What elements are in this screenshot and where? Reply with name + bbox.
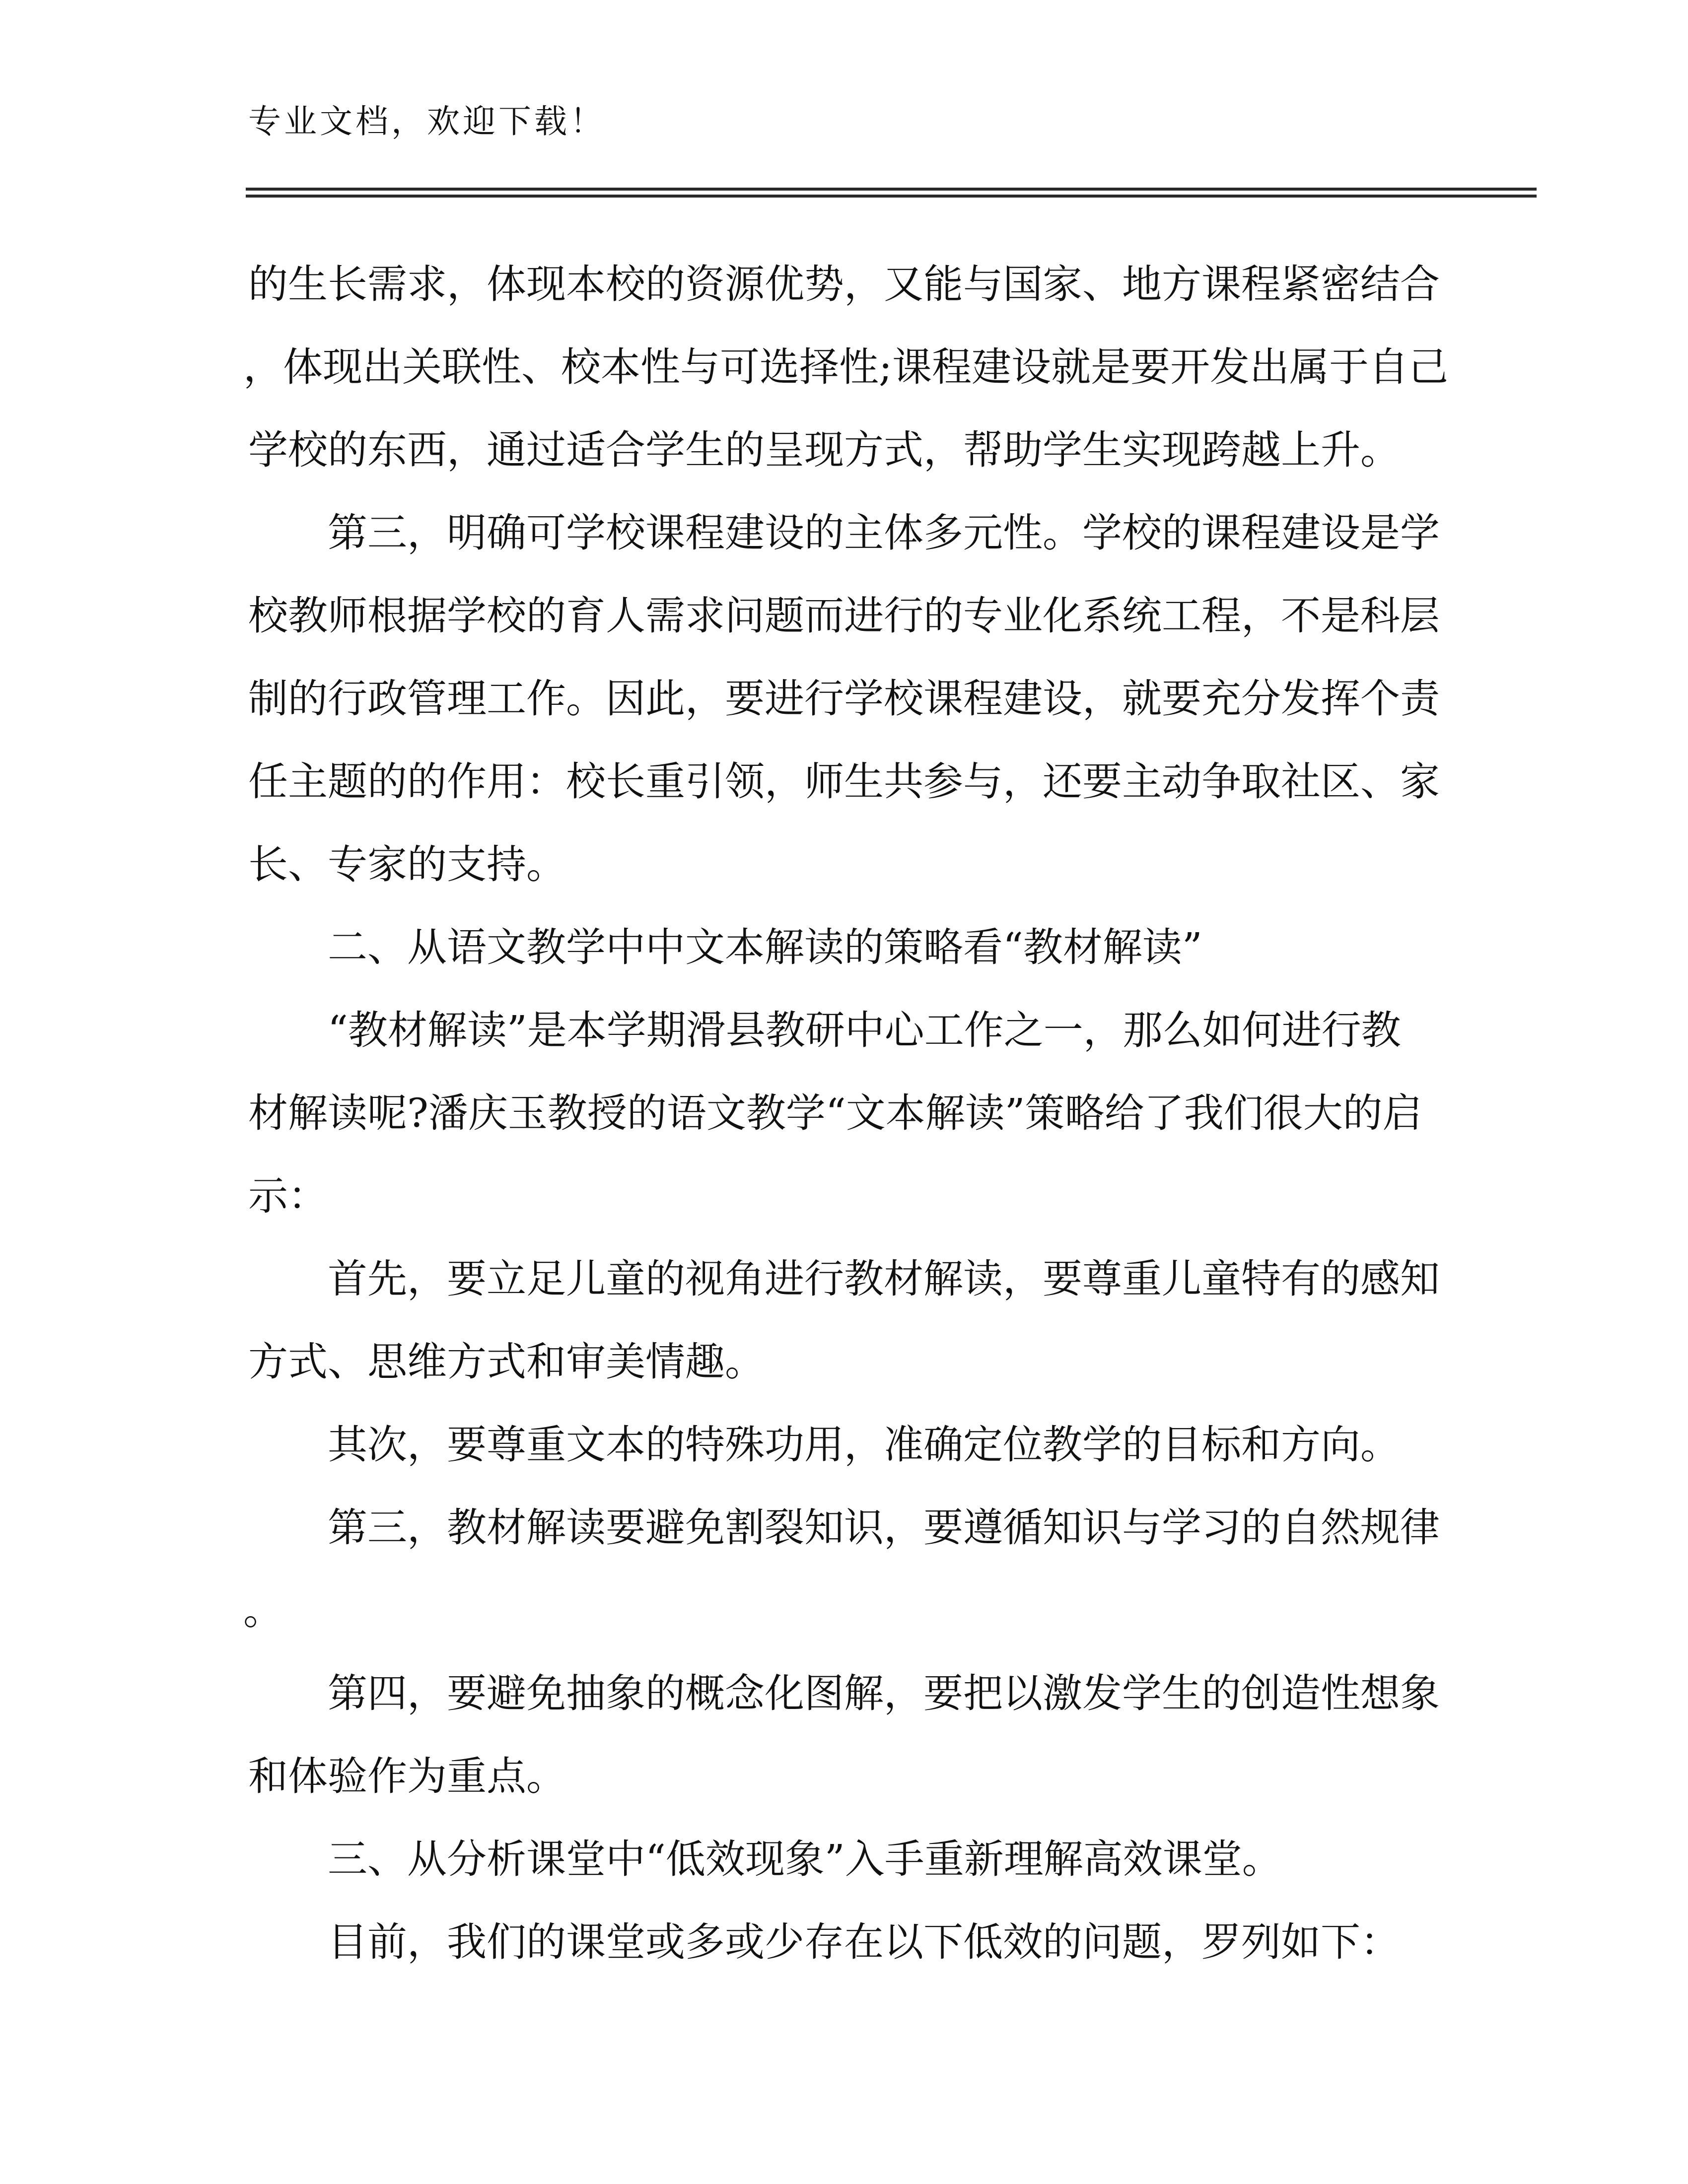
- header-text: 专业文档，欢迎下载！: [248, 102, 606, 140]
- body-line: 校教师根据学校的育人需求问题而进行的专业化系统工程，不是科层: [248, 593, 1440, 639]
- body-line: 和体验作为重点。: [248, 1753, 566, 1799]
- body-line: “教材解读”是本学期滑县教研中心工作之一，那么如何进行教: [328, 1007, 1401, 1053]
- body-line: 目前，我们的课堂或多或少存在以下低效的问题，罗列如下：: [328, 1919, 1400, 1965]
- body-line: 制的行政管理工作。因此，要进行学校课程建设，就要充分发挥个责: [248, 676, 1440, 722]
- body-line: 的生长需求，体现本校的资源优势，又能与国家、地方课程紧密结合: [248, 261, 1440, 307]
- body-line: 长、专家的支持。: [248, 841, 566, 887]
- body-line: 其次，要尊重文本的特殊功用，准确定位教学的目标和方向。: [328, 1422, 1400, 1468]
- body-line: 二、从语文教学中中文本解读的策略看“教材解读”: [328, 924, 1202, 970]
- body-line: 任主题的的作用：校长重引领，师生共参与，还要主动争取社区、家: [248, 758, 1440, 805]
- body-line: 。: [243, 1587, 283, 1634]
- header-rule-top: [246, 188, 1537, 191]
- body-line: ，体现出关联性、校本性与可选择性;课程建设就是要开发出属于自己: [243, 344, 1448, 390]
- body-line: 第三，教材解读要避免割裂知识，要遵循知识与学习的自然规律: [328, 1504, 1440, 1551]
- body-line: 三、从分析课堂中“低效现象”入手重新理解高效课堂。: [328, 1836, 1282, 1882]
- body-line: 方式、思维方式和审美情趣。: [248, 1339, 765, 1385]
- body-line: 首先，要立足儿童的视角进行教材解读，要尊重儿童特有的感知: [328, 1256, 1440, 1302]
- body-line: 第三，明确可学校课程建设的主体多元性。学校的课程建设是学: [328, 510, 1440, 556]
- body-line: 学校的东西，通过适合学生的呈现方式，帮助学生实现跨越上升。: [248, 427, 1400, 473]
- body-line: 第四，要避免抽象的概念化图解，要把以激发学生的创造性想象: [328, 1670, 1440, 1716]
- body-line: 材解读呢?潘庆玉教授的语文教学“文本解读”策略给了我们很大的启: [248, 1090, 1422, 1136]
- body-line: 示：: [248, 1173, 328, 1219]
- header-rule-bottom: [246, 195, 1537, 198]
